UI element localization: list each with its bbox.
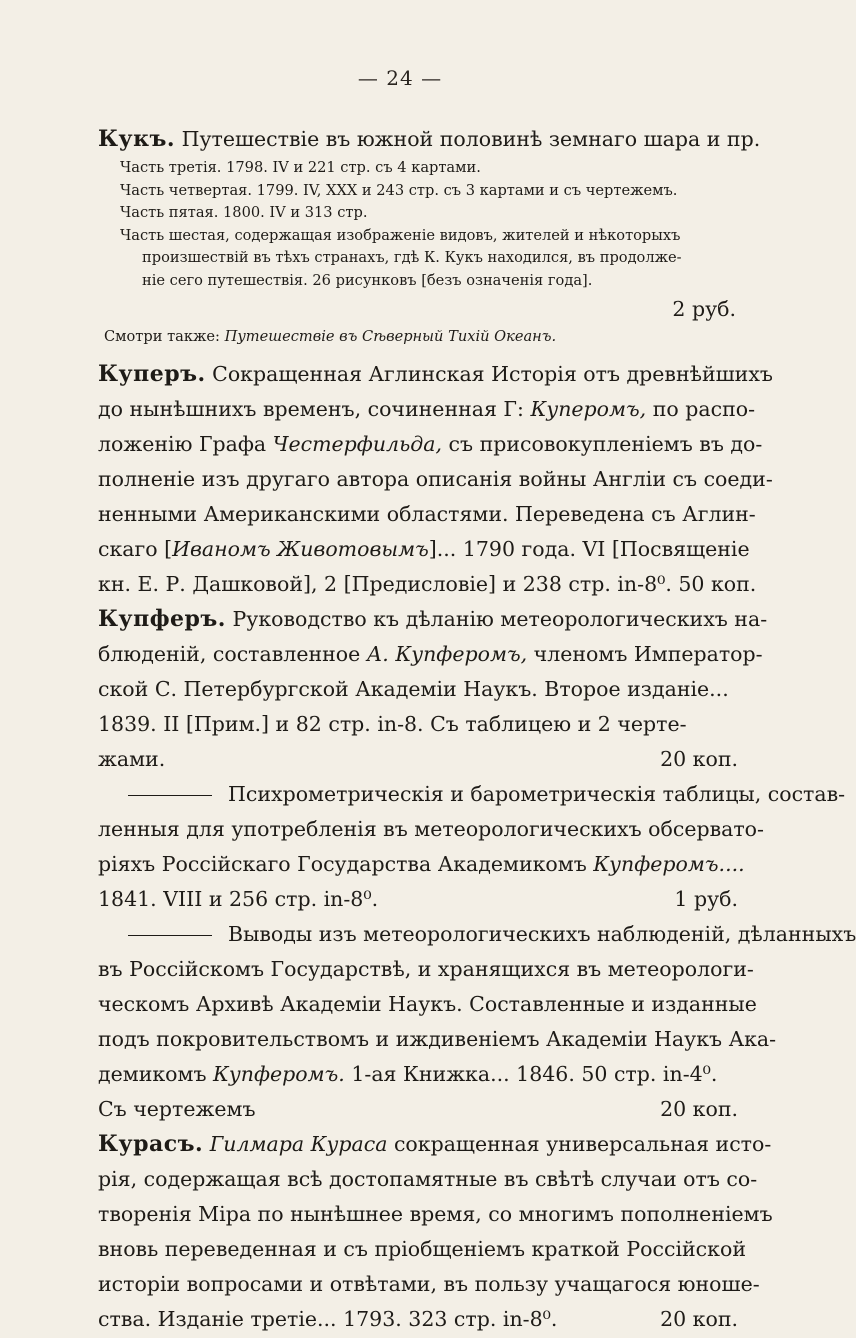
entry-line (98, 847, 745, 882)
entry-text: Руководство къ дѣланію метеорологическихъ на- (232, 606, 768, 631)
entry-line: творенія Міра по нынѣшнее время, со многимъ пополненіемъ (98, 1201, 773, 1226)
entry-line: полненіе изъ другаго автора описанія войны Англіи съ соеди- (98, 466, 773, 491)
entry-line (98, 122, 761, 157)
entry-text: ріяхъ Россійскаго Государства Академикомъ (98, 851, 587, 876)
entry-text: Сокращенная Аглинская Исторія отъ древнѣйшихъ (212, 361, 773, 386)
author-name: А. Купферомъ, (366, 641, 528, 666)
entry-line: 1839. II [Прим.] и 82 стр. in-8. Съ таблицею и 2 черте- (98, 711, 687, 736)
entry-heading: Купферъ. (98, 605, 226, 632)
see-also-label: Смотри также: (104, 328, 220, 345)
entry-line: Часть пятая. 1800. IV и 313 стр. (120, 204, 368, 221)
entry-line (98, 1127, 772, 1162)
entry-line: вновь переведенная и съ пріобщеніемъ краткой Россійской (98, 1236, 746, 1261)
entry-heading: Куперъ. (98, 360, 206, 387)
entry-text: сокращенная универсальная исто- (393, 1131, 772, 1156)
entry-line (98, 427, 763, 462)
price: 20 коп. (660, 1306, 738, 1331)
entry-text: до нынѣшнихъ временъ, сочиненная Г: (98, 396, 524, 421)
entry-kuk (98, 122, 761, 349)
entry-line: ленныя для употребленія въ метеорологическихъ обсервато- (98, 816, 764, 841)
entry-line: ніе сего путешествія. 26 рисунковъ [безъ означенія года]. (142, 271, 593, 289)
see-also-ref: Путешествіе въ Сѣверный Тихій Океанъ. (224, 328, 557, 345)
entry-text: членомъ Император- (533, 641, 763, 666)
entry-line (98, 637, 763, 672)
entry-line (98, 532, 750, 567)
price: 1 руб. (674, 886, 738, 911)
entry-line (98, 742, 738, 777)
ditto-dash (128, 935, 212, 936)
entry-line (98, 1057, 738, 1092)
entry-line: въ Россійскомъ Государствѣ, и хранящихся въ метеорологи- (98, 956, 754, 981)
entry-line (98, 777, 846, 812)
entry-line (98, 882, 738, 917)
entry-line (98, 1302, 738, 1337)
price: 2 руб. (672, 297, 736, 321)
entry-text: Психрометрическія и барометрическія таблицы, состав- (228, 781, 846, 806)
entry-text: Путешествіе въ южной половинѣ земнаго шара и пр. (181, 127, 761, 151)
entry-text: съ присовокупленіемъ въ до- (448, 431, 763, 456)
entry-text: ложенію Графа (98, 431, 267, 456)
entry-line: кн. Е. Р. Дашковой], 2 [Предисловіе] и 238 стр. in-8⁰. 50 коп. (98, 571, 757, 596)
entry-line (98, 917, 856, 952)
entry-kupfer (98, 602, 856, 1127)
entry-line: произшествій въ тѣхъ странахъ, гдѣ К. Кукъ находился, въ продолже- (142, 249, 682, 266)
entry-text: ства. Изданіе третіе... 1793. 323 стр. in-8⁰. (98, 1306, 558, 1331)
author-name: Купферомъ.... (593, 851, 745, 876)
catalog-text (98, 122, 856, 1337)
entry-text: ]... 1790 года. VI [Посвященіе (428, 536, 750, 561)
entry-line: ненными Американскими областями. Переведена съ Аглин- (98, 501, 756, 526)
entry-line: исторіи вопросами и отвѣтами, въ пользу учащагося юноше- (98, 1271, 760, 1296)
entry-line: Часть третія. 1798. IV и 221 стр. съ 4 картами. (120, 159, 481, 176)
entry-kuper (98, 357, 773, 602)
entry-line (98, 357, 773, 392)
page-number: — 24 — (357, 66, 443, 90)
entry-line (98, 1092, 738, 1127)
entry-text: Съ чертежемъ (98, 1096, 256, 1121)
entry-heading: Кукъ. (98, 126, 176, 152)
price: 20 коп. (660, 746, 738, 771)
price: 20 коп. (660, 1096, 738, 1121)
entry-text: Выводы изъ метеорологическихъ наблюденій, дѣланныхъ (228, 921, 856, 946)
entry-line: подъ покровительствомъ и иждивеніемъ Академіи Наукъ Ака- (98, 1026, 777, 1051)
entry-line: Часть шестая, содержащая изображеніе видовъ, жителей и нѣкоторыхъ (120, 226, 681, 244)
entry-text: скаго [ (98, 536, 173, 561)
entry-text: 1841. VIII и 256 стр. in-8⁰. (98, 886, 379, 911)
entry-line: ской С. Петербургской Академіи Наукъ. Второе изданіе... (98, 676, 729, 701)
see-also (98, 326, 738, 349)
entry-kuras (98, 1127, 773, 1337)
entry-text: демикомъ (98, 1061, 207, 1086)
entry-heading: Курасъ. (98, 1130, 204, 1157)
author-name: Гилмара Кураса (209, 1131, 388, 1156)
entry-text: жами. (98, 746, 166, 771)
author-name: Честерфильда, (272, 431, 443, 456)
entry-text: 1-ая Книжка... 1846. 50 стр. in-4⁰. (351, 1061, 718, 1086)
entry-line: ческомъ Архивѣ Академіи Наукъ. Составленные и изданные (98, 991, 757, 1016)
entry-line (98, 392, 755, 427)
translator-name: Иваномъ Животовымъ (172, 536, 429, 561)
entry-text: блюденій, составленное (98, 641, 361, 666)
author-name: Купферомъ. (213, 1061, 345, 1086)
ditto-dash (128, 795, 212, 796)
author-name: Куперомъ, (530, 396, 647, 421)
entry-line: Часть четвертая. 1799. IV, XXX и 243 стр. съ 3 картами и съ чертежемъ. (120, 181, 678, 199)
entry-line (98, 602, 768, 637)
entry-line: рія, содержащая всѣ достопамятные въ свѣтѣ случаи отъ со- (98, 1166, 758, 1191)
entry-text: по распо- (652, 396, 755, 421)
